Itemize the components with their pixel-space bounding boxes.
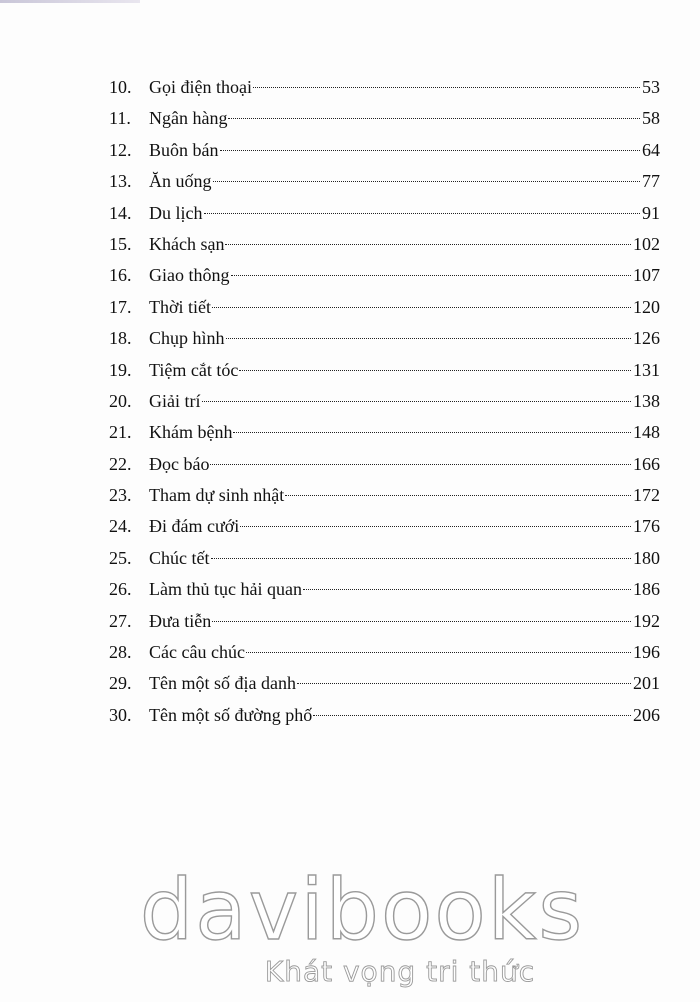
toc-dot-leader xyxy=(246,652,631,653)
toc-dot-leader xyxy=(211,558,632,559)
toc-entry-title: Giao thông xyxy=(149,265,230,286)
toc-dot-leader xyxy=(233,432,631,433)
toc-entry xyxy=(109,574,660,605)
toc-entry xyxy=(109,449,660,480)
toc-entry-number: 15. xyxy=(109,233,132,254)
toc-dot-leader xyxy=(210,464,631,465)
toc-entry xyxy=(109,355,660,386)
toc-entry xyxy=(109,511,660,542)
toc-entry-page: 107 xyxy=(633,265,660,286)
toc-entry xyxy=(109,166,660,197)
toc-entry xyxy=(109,135,660,166)
toc-entry-title: Đưa tiễn xyxy=(149,610,212,631)
toc-entry xyxy=(109,417,660,448)
toc-entry-number: 10. xyxy=(109,77,132,97)
toc-dot-leader xyxy=(313,715,631,716)
toc-entry-number: 12. xyxy=(109,139,132,160)
toc-dot-leader xyxy=(202,401,632,402)
toc-entry-title: Tham dự sinh nhật xyxy=(149,485,285,506)
toc-entry-number: 20. xyxy=(109,390,132,411)
toc-entry-title: Chúc tết xyxy=(149,547,210,568)
toc-entry-page: 186 xyxy=(633,579,660,600)
top-edge-rule xyxy=(0,0,140,3)
toc-entry-number: 22. xyxy=(109,453,132,474)
toc-entry-number: 24. xyxy=(109,516,132,537)
toc-entry-number: 21. xyxy=(109,422,132,443)
toc-entry-number: 28. xyxy=(109,642,132,663)
toc-entry-page: 102 xyxy=(633,233,660,254)
toc-entry-title: Tiệm cắt tóc xyxy=(149,359,239,380)
toc-entry-number: 29. xyxy=(109,673,132,694)
toc-entry-title: Gọi điện thoại xyxy=(149,77,252,97)
toc-dot-leader xyxy=(297,683,631,684)
toc-entry-number: 16. xyxy=(109,265,132,286)
watermark-tagline: Khát vọng tri thức xyxy=(264,955,536,988)
toc-entry xyxy=(109,543,660,574)
toc-entry-title: Đọc báo xyxy=(149,453,210,474)
toc-dot-leader xyxy=(225,244,631,245)
toc-entry xyxy=(109,323,660,354)
toc-entry-page: 201 xyxy=(633,673,660,694)
toc-entry-number: 17. xyxy=(109,296,132,317)
toc-entry-number: 23. xyxy=(109,485,132,506)
toc-entry-number: 30. xyxy=(109,704,132,725)
toc-entry-page: 196 xyxy=(633,642,660,663)
toc-entry-page: 120 xyxy=(633,296,660,317)
toc-dot-leader xyxy=(213,181,641,182)
toc-dot-leader xyxy=(303,589,631,590)
toc-dot-leader xyxy=(285,495,631,496)
toc-entry-number: 19. xyxy=(109,359,132,380)
toc-entry-page: 91 xyxy=(642,202,660,223)
toc-entry-number: 27. xyxy=(109,610,132,631)
toc-dot-leader xyxy=(212,621,631,622)
toc-entry-title: Làm thủ tục hải quan xyxy=(149,579,302,600)
toc-entry xyxy=(109,292,660,323)
toc-dot-leader xyxy=(228,118,640,119)
toc-entry xyxy=(109,103,660,134)
toc-entry-number: 25. xyxy=(109,547,132,568)
toc-entry-number: 13. xyxy=(109,171,132,192)
toc-entry-title: Tên một số đường phố xyxy=(149,704,313,725)
toc-entry-title: Buôn bán xyxy=(149,139,219,160)
toc-entry-title: Du lịch xyxy=(149,202,203,223)
toc-entry-page: 176 xyxy=(633,516,660,537)
toc-entry-number: 26. xyxy=(109,579,132,600)
toc-dot-leader xyxy=(231,275,632,276)
toc-entry-title: Giải trí xyxy=(149,390,201,411)
toc-dot-leader xyxy=(226,338,631,339)
toc-entry-title: Khám bệnh xyxy=(149,422,233,443)
toc-entry-title: Tên một số địa danh xyxy=(149,673,296,694)
toc-entry-page: 126 xyxy=(633,328,660,349)
toc-dot-leader xyxy=(212,307,631,308)
toc-entry-number: 14. xyxy=(109,202,132,223)
toc-dot-leader xyxy=(240,526,631,527)
watermark-logo: davibooks xyxy=(139,861,585,959)
toc-entry xyxy=(109,229,660,260)
toc-dot-leader xyxy=(239,370,631,371)
toc-entry-page: 64 xyxy=(642,139,660,160)
toc-entry-page: 206 xyxy=(633,704,660,725)
toc-entry-page: 180 xyxy=(633,547,660,568)
toc-entry-title: Ăn uống xyxy=(149,171,212,192)
toc-entry xyxy=(109,386,660,417)
toc-entry xyxy=(109,668,660,699)
toc-entry-title: Khách sạn xyxy=(149,233,225,254)
toc-entry-page: 53 xyxy=(642,77,660,97)
toc-entry-page: 58 xyxy=(642,108,660,129)
toc-entry-number: 11. xyxy=(109,108,131,129)
toc-entry xyxy=(109,260,660,291)
toc-entry-page: 138 xyxy=(633,390,660,411)
toc-entry-page: 148 xyxy=(633,422,660,443)
toc-entry-number: 18. xyxy=(109,328,132,349)
toc-entry xyxy=(109,72,660,103)
toc-entry xyxy=(109,700,660,731)
toc-entry-title: Ngân hàng xyxy=(149,108,228,129)
toc-entry xyxy=(109,637,660,668)
toc-entry-page: 166 xyxy=(633,453,660,474)
toc-entry-page: 77 xyxy=(642,171,660,192)
toc-entry-page: 192 xyxy=(633,610,660,631)
toc-entry-title: Thời tiết xyxy=(149,296,212,317)
toc-dot-leader xyxy=(204,213,641,214)
toc-entry-title: Các câu chúc xyxy=(149,642,245,663)
toc-entry xyxy=(109,606,660,637)
table-of-contents xyxy=(109,72,660,731)
toc-entry xyxy=(109,480,660,511)
toc-dot-leader xyxy=(253,87,640,88)
toc-entry-page: 131 xyxy=(633,359,660,380)
toc-entry xyxy=(109,198,660,229)
toc-dot-leader xyxy=(220,150,641,151)
toc-entry-page: 172 xyxy=(633,485,660,506)
toc-entry-title: Chụp hình xyxy=(149,328,225,349)
toc-entry-title: Đi đám cưới xyxy=(149,516,240,537)
